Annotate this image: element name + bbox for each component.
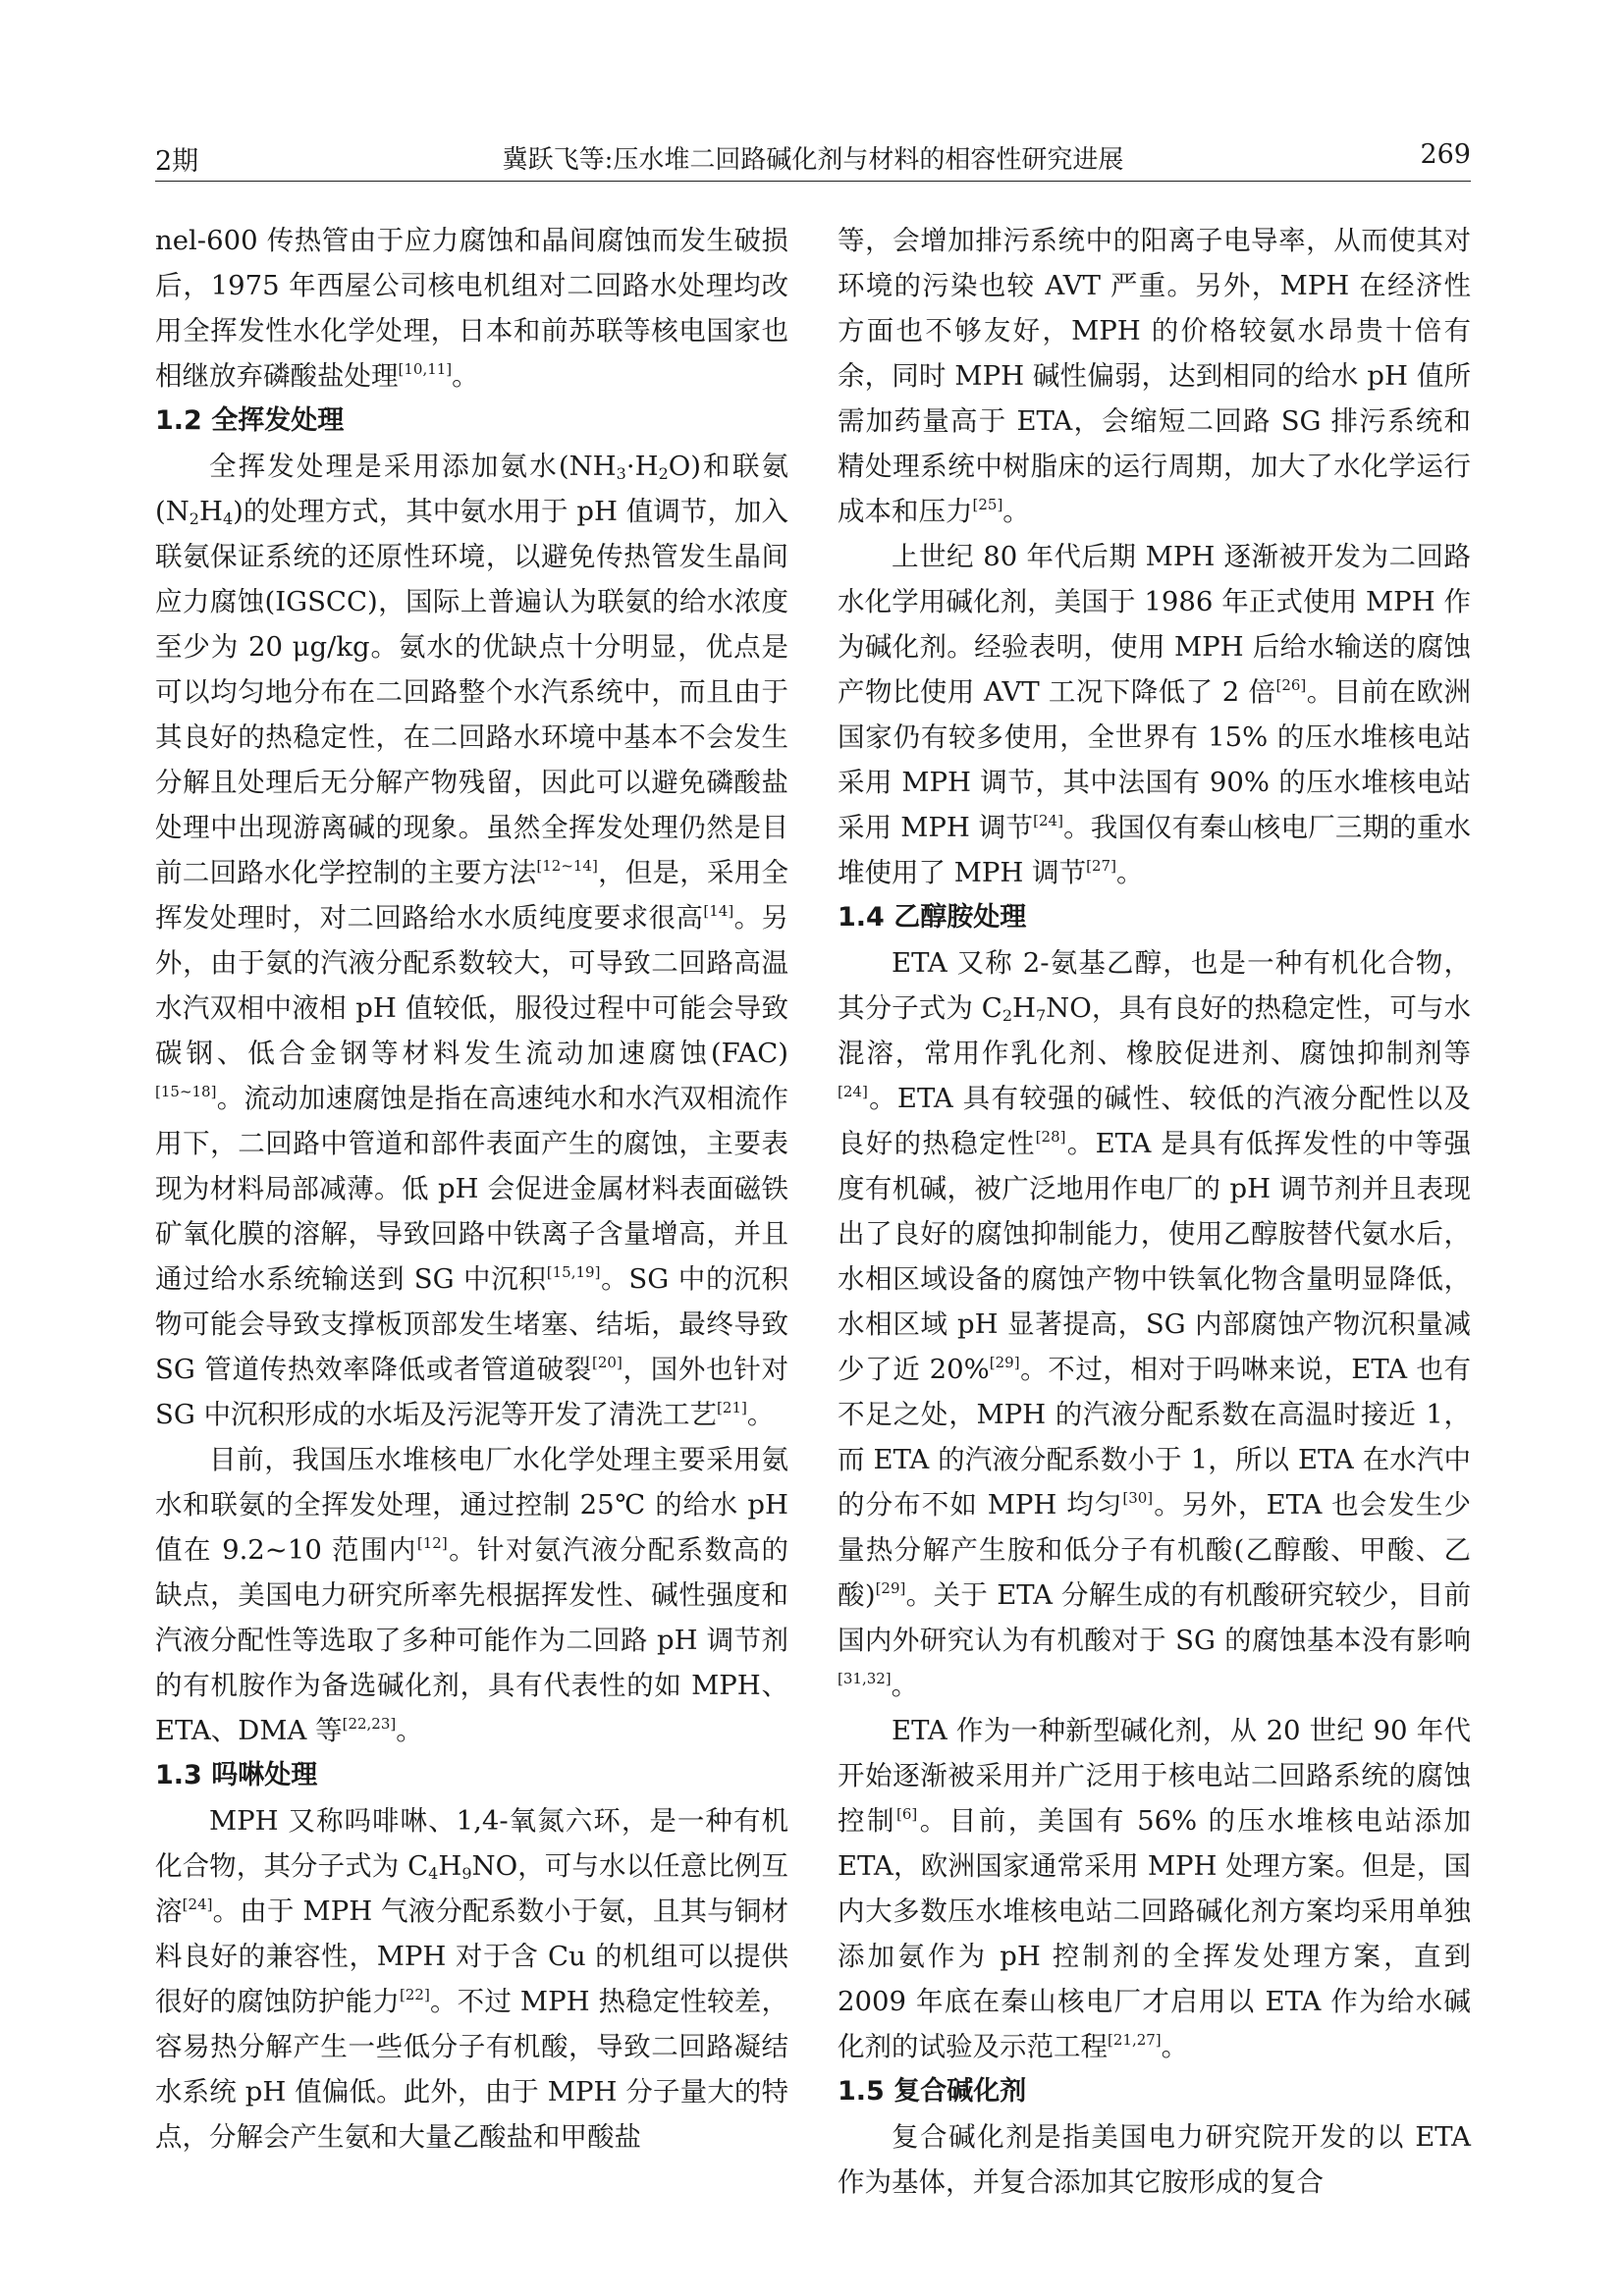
paragraph: ETA 作为一种新型碱化剂，从 20 世纪 90 年代开始逐渐被采用并广泛用于核电站二回路系统的腐蚀控制[6]。目前，美国有 56% 的压水堆核电站添加 ETA，欧洲国家通常采用 MPH 处理方案。但是，国内大多数压水堆核电站二回路碱化剂方案均采用单独添加氨作为 pH 控制剂的全挥发处理方案，直到 2009 年底在秦山核电厂才启用以 ETA 作为给水碱化剂的试验及示范工程[21,27]。 <box>838 1715 1471 2062</box>
citation: [27] <box>1086 857 1116 875</box>
issue-number: 2期 <box>155 146 199 177</box>
citation: [6] <box>896 1805 918 1823</box>
citation: [29] <box>989 1354 1020 1371</box>
section-heading-1-5: 1.5 复合碱化剂 <box>838 2076 1027 2107</box>
paragraph: MPH 又称吗啡啉、1,4-氧氮六环，是一种有机化合物，其分子式为 $C_4H_9NO$，可与水以任意比例互溶[24]。由于 MPH 气液分配系数小于氨，且其与铜材料良好的兼容性，MPH 对于含 Cu 的机组可以提供很好的腐蚀防护能力[22]。不过 MPH 热稳定性较差，容易热分解产生一些低分子有机酸，导致二回路凝结水系统 pH 值偏低。此外，由于 MPH 分子量大的特点，分解会产生氨和大量乙酸盐和甲酸盐 <box>155 1805 789 2153</box>
left-column <box>155 218 788 2160</box>
citation: [30] <box>1122 1489 1154 1507</box>
paragraph: 等，会增加排污系统中的阳离子电导率，从而使其对环境的污染也较 AVT 严重。另外，MPH 在经济性方面也不够友好，MPH 的价格较氨水昂贵十倍有余，同时 MPH 碱性偏弱，达到相同的给水 pH 值所需加药量高于 ETA，会缩短二回路 SG 排污系统和精处理系统中树脂床的运行周期，加大了水化学运行成本和压力[25]。 <box>838 225 1471 527</box>
citation: [15,19] <box>546 1263 601 1281</box>
citation: [24] <box>1033 812 1063 829</box>
citation: [10,11] <box>398 360 453 378</box>
citation: [21] <box>717 1399 747 1416</box>
citation: [12] <box>416 1534 448 1552</box>
citation: [29] <box>875 1579 906 1597</box>
citation: [28] <box>1035 1128 1066 1146</box>
running-header <box>155 137 1471 181</box>
paragraph: 上世纪 80 年代后期 MPH 逐渐被开发为二回路水化学用碱化剂，美国于 1986 年正式使用 MPH 作为碱化剂。经验表明，使用 MPH 后给水输送的腐蚀产物比使用 AVT 工况下降低了 2 倍[26]。目前在欧洲国家仍有较多使用，全世界有 15% 的压水堆核电站采用 MPH 调节，其中法国有 90% 的压水堆核电站采用 MPH 调节[24]。我国仅有秦山核电厂三期的重水堆使用了 MPH 调节[27]。 <box>838 541 1472 888</box>
running-title: 冀跃飞等:压水堆二回路碱化剂与材料的相容性研究进展 <box>502 145 1124 175</box>
paragraph: 目前，我国压水堆核电厂水化学处理主要采用氨水和联氨的全挥发处理，通过控制 25℃ 的给水 pH 值在 9.2~10 范围内[12]。针对氨汽液分配系数高的缺点，美国电力研究所率先根据挥发性、碱性强度和汽液分配性等选取了多种可能作为二回路 pH 调节剂的有机胺作为备选碱化剂，具有代表性的如 MPH、ETA、DMA 等[22,23]。 <box>155 1444 788 1746</box>
citation: [25] <box>972 496 1003 513</box>
section-heading-1-3: 1.3 吗啉处理 <box>155 1760 318 1790</box>
citation: [14] <box>703 902 734 920</box>
paragraph: nel-600 传热管由于应力腐蚀和晶间腐蚀而发生破损后，1975 年西屋公司核电机组对二回路水处理均改用全挥发性水化学处理，日本和前苏联等核电国家也相继放弃磷酸盐处理[10,11]。 <box>155 225 788 392</box>
citation: [24] <box>838 1083 868 1100</box>
page-number: 269 <box>1420 139 1471 170</box>
citation: [26] <box>1275 676 1307 694</box>
paragraph: ETA 又称 2-氨基乙醇，也是一种有机化合物，其分子式为 $C_2H_7NO$，具有良好的热稳定性，可与水混溶，常用作乳化剂、橡胶促进剂、腐蚀抑制剂等[24]。ETA 具有较强的碱性、较低的汽液分配性以及良好的热稳定性[28]。ETA 是具有低挥发性的中等强度有机碱，被广泛地用作电厂的 pH 调节剂并且表现出了良好的腐蚀抑制能力，使用乙醇胺替代氨水后，水相区域设备的腐蚀产物中铁氧化物含量明显降低，水相区域 pH 显著提高，SG 内部腐蚀产物沉积量减少了近 20%[29]。不过，相对于吗啉来说，ETA 也有不足之处，MPH 的汽液分配系数在高温时接近 1，而 ETA 的汽液分配系数小于 1，所以 ETA 在水汽中的分布不如 MPH 均匀[30]。另外，ETA 也会发生少量热分解产生胺和低分子有机酸(乙醇酸、甲酸、乙酸)[29]。关于 ETA 分解生成的有机酸研究较少，目前国内外研究认为有机酸对于 SG 的腐蚀基本没有影响[31,32]。 <box>838 947 1472 1701</box>
citation: [12~14] <box>536 857 598 875</box>
citation: [20] <box>592 1354 623 1371</box>
citation: [31,32] <box>838 1670 892 1687</box>
paragraph: 全挥发处理是采用添加氨水$(NH_3\cdot H_2O)$和联氨$(N_2H_4)$的处理方式，其中氨水用于 pH 值调节，加入联氨保证系统的还原性环境，以避免传热管发生晶间应力腐蚀(IGSCC)，国际上普遍认为联氨的给水浓度至少为 20 μg/kg。氨水的优缺点十分明显，优点是可以均匀地分布在二回路整个水汽系统中，而且由于其良好的热稳定性，在二回路水环境中基本不会发生分解且处理后无分解产物残留，因此可以避免磷酸盐处理中出现游离碱的现象。虽然全挥发处理仍然是目前二回路水化学控制的主要方法[12~14]，但是，采用全挥发处理时，对二回路给水水质纯度要求很高[14]。另外，由于氨的汽液分配系数较大，可导致二回路高温水汽双相中液相 pH 值较低，服役过程中可能会导致碳钢、低合金钢等材料发生流动加速腐蚀(FAC)[15~18]。流动加速腐蚀是指在高速纯水和水汽双相流作用下，二回路中管道和部件表面产生的腐蚀，主要表现为材料局部减薄。低 pH 会促进金属材料表面磁铁矿氧化膜的溶解，导致回路中铁离子含量增高，并且通过给水系统输送到 SG 中沉积[15,19]。SG 中的沉积物可能会导致支撑板顶部发生堵塞、结垢，最终导致 SG 管道传热效率降低或者管道破裂[20]，国外也针对 SG 中沉积形成的水垢及污泥等开发了清洗工艺[21]。 <box>155 451 789 1430</box>
paragraph: 复合碱化剂是指美国电力研究院开发的以 ETA 作为基体，并复合添加其它胺形成的复合 <box>838 2121 1471 2198</box>
citation: [21,27] <box>1108 2031 1162 2049</box>
section-heading-1-2: 1.2 全挥发处理 <box>155 405 345 436</box>
citation: [24] <box>182 1896 213 1913</box>
citation: [15~18] <box>155 1083 217 1100</box>
section-heading-1-4: 1.4 乙醇胺处理 <box>838 902 1027 933</box>
header-rule <box>155 181 1471 182</box>
right-column <box>838 218 1471 2205</box>
citation: [22] <box>400 1986 430 2003</box>
citation: [22,23] <box>342 1715 397 1733</box>
